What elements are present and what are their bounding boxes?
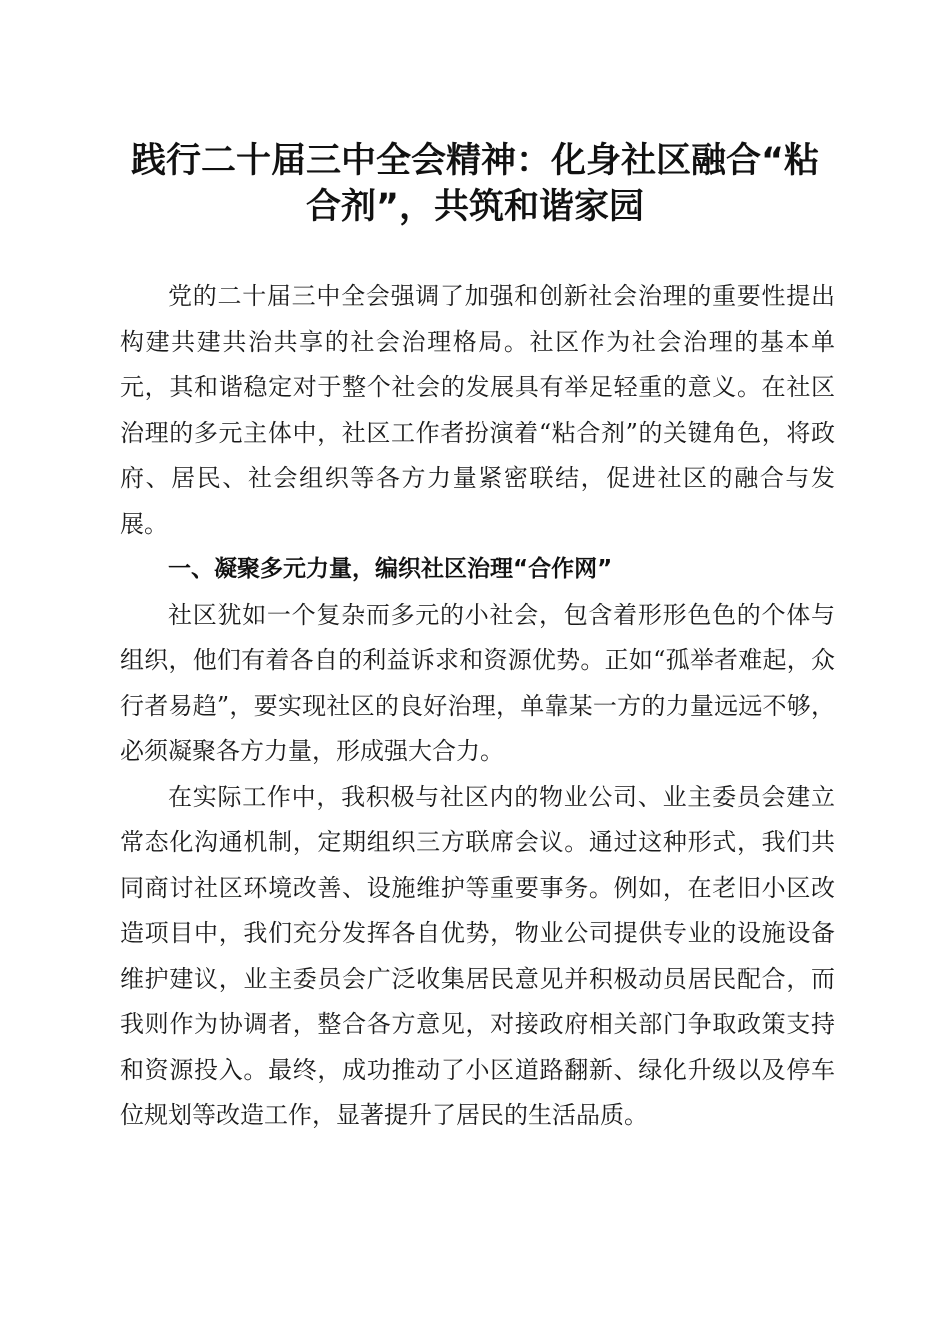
title-line-1: 践行二十届三中全会精神：化身社区融合“粘 [130, 141, 819, 181]
document-title [110, 138, 840, 230]
paragraph-intro: 党的二十届三中全会强调了加强和创新社会治理的重要性提出构建共建共治共享的社会治理格局。社区作为社会治理的基本单元，其和谐稳定对于整个社会的发展具有举足轻重的意义。在社区治理的多元主体中，社区工作者扮演着“粘合剂”的关键角色，将政府、居民、社会组织等各方力量紧密联结，促进社区的融合与发展。 [120, 282, 835, 538]
title-line-2: 合剂”，共筑和谐家园 [305, 187, 644, 227]
document-body [120, 274, 835, 1139]
paragraph-community: 社区犹如一个复杂而多元的小社会，包含着形形色色的个体与组织，他们有着各自的利益诉求和资源优势。正如“孤举者难起，众行者易趋”，要实现社区的良好治理，单靠某一方的力量远远不够，必须凝聚各方力量，形成强大合力。 [120, 600, 835, 765]
paragraph-practice: 在实际工作中，我积极与社区内的物业公司、业主委员会建立常态化沟通机制，定期组织三方联席会议。通过这种形式，我们共同商讨社区环境改善、设施维护等重要事务。例如，在老旧小区改造项目中，我们充分发挥各自优势，物业公司提供专业的设施设备维护建议，业主委员会广泛收集居民意见并积极动员居民配合，而我则作为协调者，整合各方意见，对接政府相关部门争取政策支持和资源投入。最终，成功推动了小区道路翻新、绿化升级以及停车位规划等改造工作，显著提升了居民的生活品质。 [120, 782, 835, 1129]
section-heading: 一、凝聚多元力量，编织社区治理“合作网” [168, 556, 613, 582]
